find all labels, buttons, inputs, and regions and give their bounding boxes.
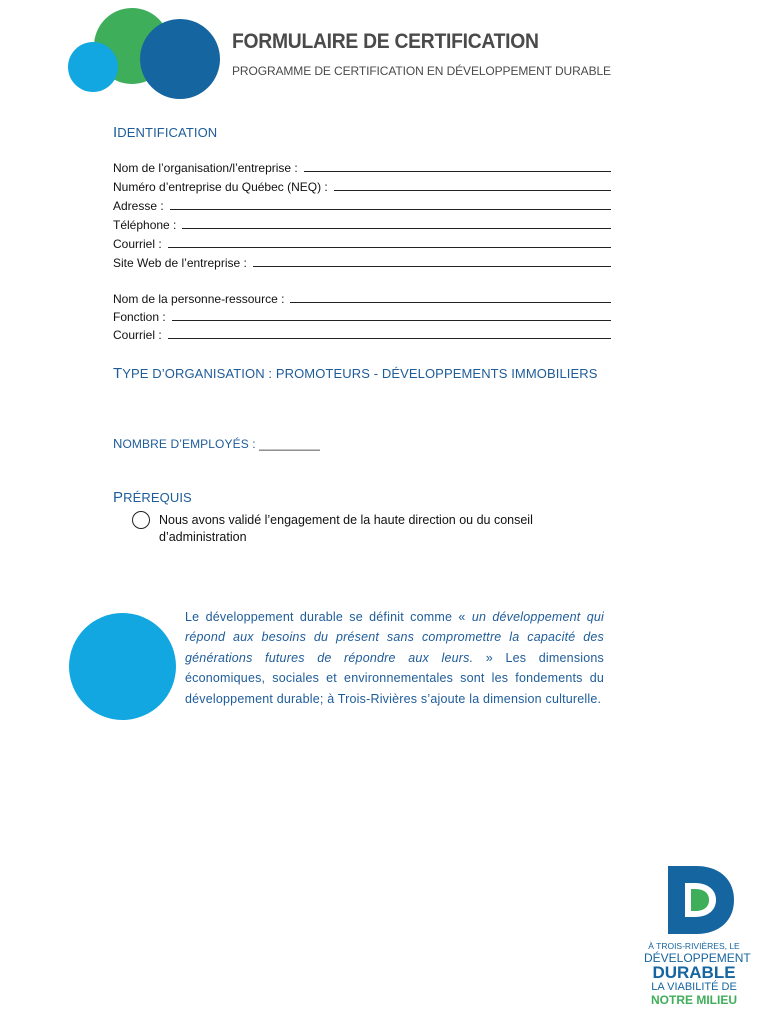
sustainable-development-quote: Le développement durable se définit comme « un développement qui répond aux besoins du présent sans compromettre la capacité des générations futures de répondre aux leurs. » Les dimensions économiques, sociales et environnementales sont les fondements du développement durable; à Trois-Rivières s’ajoute la dimension culturelle. [185,610,604,706]
logo-line-3: DURABLE [652,963,736,982]
contact-name-line[interactable] [290,301,611,303]
email-line[interactable] [168,246,611,248]
logo-line-4: LA VIABILITÉ DE [651,981,737,993]
organisation-type-heading: TYPE D’ORGANISATION : PROMOTEURS - DÉVELOPPEMENTS IMMOBILIERS [113,365,598,382]
quote-circle-decoration [69,613,176,720]
form-title: FORMULAIRE DE CERTIFICATION [232,30,539,53]
quote-italic: un développement qui répond aux besoins du présent sans compromettre la capacité des générations futures de répondre aux leurs. [185,610,604,665]
address-label: Adresse : [113,199,164,213]
org-name-label: Nom de l’organisation/l’entreprise : [113,161,298,175]
contact-role-field[interactable] [113,306,611,324]
contact-email-label: Courriel : [113,328,162,342]
website-label: Site Web de l’entreprise : [113,256,247,270]
neq-field[interactable] [113,176,611,194]
phone-line[interactable] [182,227,611,229]
contact-role-label: Fonction : [113,310,166,324]
email-field[interactable] [113,233,611,251]
phone-field[interactable] [113,214,611,232]
contact-name-label: Nom de la personne-ressource : [113,292,285,306]
logo-line-1: À TROIS-RIVIÈRES, LE [648,941,740,951]
employees-heading: NOMBRE D’EMPLOYÉS : _________ [113,436,321,451]
email-label: Courriel : [113,237,162,251]
logo-line-5: NOTRE MILIEU [651,993,737,1007]
website-field[interactable] [113,252,611,270]
identification-heading: IDENTIFICATION [113,124,218,141]
employees-blank[interactable]: _________ [259,437,321,451]
address-field[interactable] [113,195,611,213]
light-blue-circle-decoration [68,42,118,92]
dark-blue-circle-decoration [140,19,220,99]
website-line[interactable] [253,265,611,267]
contact-email-field[interactable] [113,324,611,342]
org-name-field[interactable] [113,157,611,175]
address-line[interactable] [170,208,611,210]
contact-email-line[interactable] [168,337,611,339]
prerequisite-checkbox[interactable] [132,511,150,529]
prerequisite-label: Nous avons validé l’engagement de la haute direction ou du conseil d’administration [159,513,533,544]
contact-name-field[interactable] [113,288,611,306]
neq-label: Numéro d’entreprise du Québec (NEQ) : [113,180,328,194]
org-name-line[interactable] [304,170,611,172]
contact-role-line[interactable] [172,319,611,321]
d-letter-icon [668,866,734,934]
logo-line-2: DÉVELOPPEMENT [644,951,751,965]
form-subtitle: PROGRAMME DE CERTIFICATION EN DÉVELOPPEMENT DURABLE [232,64,611,78]
phone-label: Téléphone : [113,218,177,232]
neq-line[interactable] [334,189,611,191]
prerequisites-heading: PRÉREQUIS [113,489,192,506]
